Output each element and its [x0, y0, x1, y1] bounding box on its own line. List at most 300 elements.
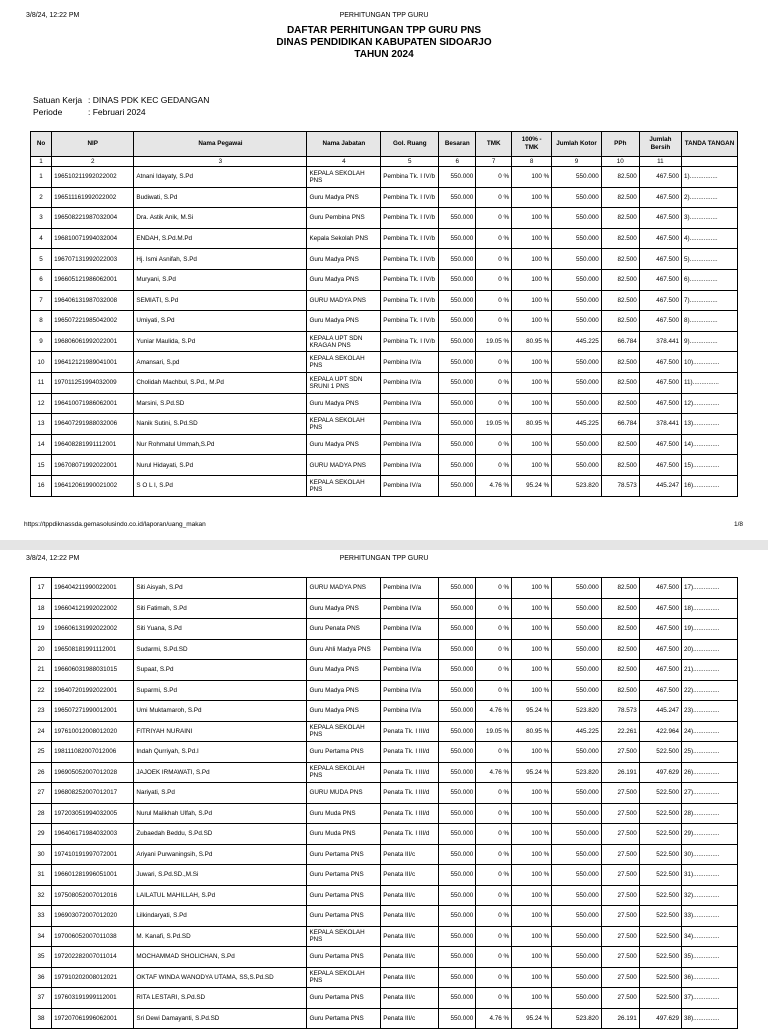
row-gol-ruang: Penata III/c — [381, 926, 439, 947]
row-100-tmk: 80.95 % — [512, 331, 552, 352]
row-nip: 196806061992022001 — [52, 331, 134, 352]
row-besaran: 550.000 — [439, 947, 476, 968]
row-nama-jabatan: Guru Muda PNS — [307, 803, 381, 824]
row-tanda-tangan: 6)................ — [682, 269, 738, 290]
row-gol-ruang: Penata Tk. I III/d — [381, 824, 439, 845]
row-nama-pegawai: Budiwati, S.Pd — [134, 187, 307, 208]
row-tmk: 0 % — [476, 311, 512, 332]
row-nama-jabatan: KEPALA UPT SDN SRUNI 1 PNS — [307, 372, 381, 393]
row-nip: 196508221987032004 — [52, 208, 134, 229]
row-nama-jabatan: Guru Madya PNS — [307, 434, 381, 455]
row-jumlah-bersih: 522.500 — [639, 865, 681, 886]
table-row — [31, 701, 738, 722]
table-row — [31, 208, 738, 229]
row-nip: 196407201992022001 — [52, 680, 134, 701]
row-gol-ruang: Pembina IV/a — [381, 352, 439, 373]
row-nip: 196808252007012017 — [52, 783, 134, 804]
row-jumlah-kotor: 550.000 — [552, 352, 602, 373]
row-nama-jabatan: KEPALA SEKOLAH PNS — [307, 475, 381, 496]
periode-value: : Februari 2024 — [88, 107, 146, 117]
row-besaran: 550.000 — [439, 475, 476, 496]
row-tanda-tangan: 9)................ — [682, 331, 738, 352]
row-jumlah-bersih: 467.500 — [639, 352, 681, 373]
row-jumlah-bersih: 467.500 — [639, 228, 681, 249]
row-nama-pegawai: Atnani Idayaty, S.Pd — [134, 167, 307, 188]
col-100-tmk: 100% - TMK — [512, 132, 552, 157]
row-jumlah-bersih: 467.500 — [639, 680, 681, 701]
row-besaran: 550.000 — [439, 372, 476, 393]
col-number — [682, 157, 738, 167]
col-tanda-tangan: TANDA TANGAN — [682, 132, 738, 157]
row-tanda-tangan: 17)............... — [682, 578, 738, 599]
row-100-tmk: 100 % — [512, 947, 552, 968]
col-no: No — [31, 132, 52, 157]
row-nama-pegawai: Suparmi, S.Pd — [134, 680, 307, 701]
row-nama-pegawai: Ariyani Purwaningsih, S.Pd — [134, 844, 307, 865]
row-no: 1 — [31, 167, 52, 188]
row-nama-pegawai: Indah Qurriyah, S.Pd.I — [134, 742, 307, 763]
row-gol-ruang: Pembina IV/a — [381, 639, 439, 660]
row-100-tmk: 100 % — [512, 598, 552, 619]
row-tanda-tangan: 11)............... — [682, 372, 738, 393]
row-jumlah-kotor: 523.820 — [552, 762, 602, 783]
row-100-tmk: 100 % — [512, 372, 552, 393]
row-nip: 197508052007012016 — [52, 885, 134, 906]
row-no: 8 — [31, 311, 52, 332]
row-nama-jabatan: GURU MADYA PNS — [307, 455, 381, 476]
row-jumlah-kotor: 550.000 — [552, 803, 602, 824]
row-tmk: 0 % — [476, 167, 512, 188]
row-100-tmk: 100 % — [512, 619, 552, 640]
row-tanda-tangan: 13)............... — [682, 414, 738, 435]
row-nama-jabatan: Guru Muda PNS — [307, 824, 381, 845]
col-pph: PPh — [601, 132, 639, 157]
row-jumlah-bersih: 467.500 — [639, 311, 681, 332]
row-100-tmk: 100 % — [512, 967, 552, 988]
print-doc-title: PERHITUNGAN TPP GURU — [339, 555, 429, 562]
row-tmk: 0 % — [476, 208, 512, 229]
row-besaran: 550.000 — [439, 269, 476, 290]
row-nama-pegawai: Lilkindaryati, S.Pd — [134, 906, 307, 927]
row-nama-pegawai: JAJOEK IRMAWATI, S.Pd — [134, 762, 307, 783]
row-jumlah-bersih: 522.500 — [639, 967, 681, 988]
row-nama-pegawai: Dra. Astik Anik, M.Si — [134, 208, 307, 229]
row-jumlah-kotor: 550.000 — [552, 639, 602, 660]
row-jumlah-bersih: 467.500 — [639, 578, 681, 599]
row-gol-ruang: Pembina Tk. I IV/b — [381, 269, 439, 290]
row-tmk: 0 % — [476, 742, 512, 763]
row-100-tmk: 95.24 % — [512, 701, 552, 722]
row-pph: 82.500 — [601, 290, 639, 311]
row-besaran: 550.000 — [439, 249, 476, 270]
row-pph: 82.500 — [601, 619, 639, 640]
row-nip: 196905052007012028 — [52, 762, 134, 783]
col-number: 8 — [512, 157, 552, 167]
row-besaran: 550.000 — [439, 331, 476, 352]
table-row — [31, 1008, 738, 1029]
row-tanda-tangan: 38)............... — [682, 1008, 738, 1029]
row-pph: 82.500 — [601, 167, 639, 188]
row-100-tmk: 100 % — [512, 208, 552, 229]
row-no: 18 — [31, 598, 52, 619]
row-tmk: 0 % — [476, 393, 512, 414]
table-row — [31, 331, 738, 352]
row-jumlah-bersih: 497.629 — [639, 762, 681, 783]
row-jumlah-bersih: 522.500 — [639, 803, 681, 824]
row-gol-ruang: Pembina Tk. I IV/b — [381, 290, 439, 311]
col-nip: NIP — [52, 132, 134, 157]
row-gol-ruang: Pembina IV/a — [381, 680, 439, 701]
row-gol-ruang: Pembina IV/a — [381, 414, 439, 435]
row-tmk: 4.76 % — [476, 475, 512, 496]
row-besaran: 550.000 — [439, 393, 476, 414]
row-nip: 196508181991112001 — [52, 639, 134, 660]
row-nama-pegawai: Nanik Sutini, S.Pd.SD — [134, 414, 307, 435]
row-besaran: 550.000 — [439, 414, 476, 435]
row-nip: 197006052007011038 — [52, 926, 134, 947]
table-row — [31, 844, 738, 865]
row-tanda-tangan: 1)................ — [682, 167, 738, 188]
row-pph: 82.500 — [601, 455, 639, 476]
row-jumlah-kotor: 550.000 — [552, 578, 602, 599]
satker-label: Satuan Kerja — [33, 95, 83, 105]
row-gol-ruang: Pembina Tk. I IV/b — [381, 311, 439, 332]
row-tanda-tangan: 27)............... — [682, 783, 738, 804]
row-nama-pegawai: Cholidah Machbul, S.Pd., M.Pd — [134, 372, 307, 393]
row-nama-pegawai: Supaat, S.Pd — [134, 660, 307, 681]
row-jumlah-kotor: 550.000 — [552, 434, 602, 455]
row-nip: 197202282007011014 — [52, 947, 134, 968]
row-no: 11 — [31, 372, 52, 393]
row-nama-jabatan: KEPALA SEKOLAH PNS — [307, 721, 381, 742]
row-100-tmk: 100 % — [512, 393, 552, 414]
col-jumlah-bersih: Jumlah Bersih — [639, 132, 681, 157]
row-nama-pegawai: Juwari, S.Pd.SD.,M.Si — [134, 865, 307, 886]
col-number: 10 — [601, 157, 639, 167]
row-tmk: 0 % — [476, 187, 512, 208]
row-100-tmk: 95.24 % — [512, 1008, 552, 1029]
table-row — [31, 783, 738, 804]
row-tmk: 0 % — [476, 372, 512, 393]
row-nip: 196507221985042002 — [52, 311, 134, 332]
row-gol-ruang: Penata III/c — [381, 906, 439, 927]
row-nip: 196412121989041001 — [52, 352, 134, 373]
row-nama-pegawai: MOCHAMMAD SHOLICHAN, S.Pd — [134, 947, 307, 968]
row-pph: 27.500 — [601, 803, 639, 824]
row-jumlah-bersih: 497.629 — [639, 1008, 681, 1029]
row-gol-ruang: Pembina Tk. I IV/b — [381, 187, 439, 208]
col-number: 7 — [476, 157, 512, 167]
table-row — [31, 721, 738, 742]
row-jumlah-kotor: 550.000 — [552, 208, 602, 229]
row-nama-jabatan: Guru Madya PNS — [307, 311, 381, 332]
row-tmk: 0 % — [476, 824, 512, 845]
row-gol-ruang: Pembina IV/a — [381, 455, 439, 476]
row-gol-ruang: Penata Tk. I III/d — [381, 803, 439, 824]
row-gol-ruang: Penata Tk. I III/d — [381, 783, 439, 804]
row-besaran: 550.000 — [439, 455, 476, 476]
row-jumlah-bersih: 378.441 — [639, 414, 681, 435]
row-tanda-tangan: 31)............... — [682, 865, 738, 886]
row-gol-ruang: Pembina Tk. I IV/b — [381, 249, 439, 270]
row-no: 21 — [31, 660, 52, 681]
row-gol-ruang: Penata III/c — [381, 865, 439, 886]
print-timestamp: 3/8/24, 12:22 PM — [26, 12, 80, 19]
col-nama-pegawai: Nama Pegawai — [134, 132, 307, 157]
row-100-tmk: 100 % — [512, 311, 552, 332]
row-no: 24 — [31, 721, 52, 742]
row-jumlah-kotor: 550.000 — [552, 824, 602, 845]
row-no: 20 — [31, 639, 52, 660]
row-nama-jabatan: KEPALA UPT SDN KRAGAN PNS — [307, 331, 381, 352]
row-no: 32 — [31, 885, 52, 906]
row-nip: 197203051994032005 — [52, 803, 134, 824]
row-nama-jabatan: KEPALA SEKOLAH PNS — [307, 967, 381, 988]
row-100-tmk: 100 % — [512, 249, 552, 270]
row-nama-jabatan: Guru Madya PNS — [307, 393, 381, 414]
row-nama-jabatan: Guru Pertama PNS — [307, 1008, 381, 1029]
row-jumlah-kotor: 445.225 — [552, 414, 602, 435]
row-jumlah-bersih: 522.500 — [639, 926, 681, 947]
row-besaran: 550.000 — [439, 228, 476, 249]
row-tanda-tangan: 28)............... — [682, 803, 738, 824]
row-jumlah-kotor: 550.000 — [552, 455, 602, 476]
row-nip: 196601281996051001 — [52, 865, 134, 886]
row-gol-ruang: Penata Tk. I III/d — [381, 742, 439, 763]
row-nama-pegawai: OKTAF WINDA WANODYA UTAMA, SS,S.Pd.SD — [134, 967, 307, 988]
row-nama-jabatan: Guru Madya PNS — [307, 249, 381, 270]
row-jumlah-kotor: 550.000 — [552, 947, 602, 968]
row-100-tmk: 100 % — [512, 865, 552, 886]
col-number: 9 — [552, 157, 602, 167]
row-nama-pegawai: Sudarmi, S.Pd.SD — [134, 639, 307, 660]
row-nip: 197603191999112001 — [52, 988, 134, 1009]
row-nama-jabatan: Guru Madya PNS — [307, 269, 381, 290]
row-nama-pegawai: M. Kanafi, S.Pd.SD — [134, 926, 307, 947]
row-no: 29 — [31, 824, 52, 845]
row-no: 23 — [31, 701, 52, 722]
row-nama-pegawai: Hj. Ismi Asnifah, S.Pd — [134, 249, 307, 270]
row-besaran: 550.000 — [439, 906, 476, 927]
row-jumlah-bersih: 467.500 — [639, 393, 681, 414]
row-gol-ruang: Penata Tk. I III/d — [381, 721, 439, 742]
row-tmk: 0 % — [476, 783, 512, 804]
row-jumlah-bersih: 522.500 — [639, 906, 681, 927]
row-nama-pegawai: Nurul Malikhah Ulfah, S.Pd — [134, 803, 307, 824]
row-nama-pegawai: Siti Fatimah, S.Pd — [134, 598, 307, 619]
table-row — [31, 885, 738, 906]
row-gol-ruang: Pembina IV/a — [381, 475, 439, 496]
row-jumlah-kotor: 523.820 — [552, 701, 602, 722]
row-nip: 196408281991112001 — [52, 434, 134, 455]
row-jumlah-bersih: 467.500 — [639, 187, 681, 208]
row-nama-jabatan: Guru Penata PNS — [307, 619, 381, 640]
row-nama-pegawai: Nurul Hidayati, S.Pd — [134, 455, 307, 476]
col-number: 6 — [439, 157, 476, 167]
row-besaran: 550.000 — [439, 783, 476, 804]
table-row — [31, 598, 738, 619]
table-row — [31, 762, 738, 783]
row-tanda-tangan: 26)............... — [682, 762, 738, 783]
row-besaran: 550.000 — [439, 844, 476, 865]
col-number: 1 — [31, 157, 52, 167]
row-tmk: 0 % — [476, 967, 512, 988]
row-jumlah-kotor: 550.000 — [552, 228, 602, 249]
table-row — [31, 290, 738, 311]
row-jumlah-kotor: 550.000 — [552, 906, 602, 927]
table-row — [31, 926, 738, 947]
row-tanda-tangan: 36)............... — [682, 967, 738, 988]
row-nama-jabatan: Guru Pertama PNS — [307, 885, 381, 906]
row-gol-ruang: Pembina IV/a — [381, 660, 439, 681]
row-no: 3 — [31, 208, 52, 229]
row-pph: 26.191 — [601, 762, 639, 783]
row-tmk: 0 % — [476, 598, 512, 619]
row-tanda-tangan: 29)............... — [682, 824, 738, 845]
row-pph: 82.500 — [601, 228, 639, 249]
row-nama-pegawai: Nur Rohmatul Ummah,S.Pd — [134, 434, 307, 455]
col-number: 4 — [307, 157, 381, 167]
row-besaran: 550.000 — [439, 680, 476, 701]
row-nama-jabatan: KEPALA SEKOLAH PNS — [307, 414, 381, 435]
row-pph: 27.500 — [601, 947, 639, 968]
row-nip: 196606131992022002 — [52, 619, 134, 640]
row-tmk: 19.05 % — [476, 414, 512, 435]
row-nip: 196406171984032003 — [52, 824, 134, 845]
row-pph: 78.573 — [601, 475, 639, 496]
row-nama-pegawai: Umiyati, S.Pd — [134, 311, 307, 332]
row-pph: 82.500 — [601, 660, 639, 681]
row-jumlah-bersih: 467.500 — [639, 434, 681, 455]
row-pph: 27.500 — [601, 926, 639, 947]
row-tmk: 0 % — [476, 639, 512, 660]
row-gol-ruang: Penata III/c — [381, 947, 439, 968]
row-nip: 196404211990022001 — [52, 578, 134, 599]
table-row — [31, 865, 738, 886]
row-jumlah-kotor: 550.000 — [552, 269, 602, 290]
row-besaran: 550.000 — [439, 187, 476, 208]
row-tmk: 0 % — [476, 455, 512, 476]
row-gol-ruang: Pembina IV/a — [381, 578, 439, 599]
row-no: 35 — [31, 947, 52, 968]
row-tmk: 0 % — [476, 844, 512, 865]
row-nama-pegawai: S O L I, S.Pd — [134, 475, 307, 496]
row-gol-ruang: Penata Tk. I III/d — [381, 762, 439, 783]
row-no: 7 — [31, 290, 52, 311]
row-pph: 26.191 — [601, 1008, 639, 1029]
row-jumlah-kotor: 523.820 — [552, 1008, 602, 1029]
row-no: 19 — [31, 619, 52, 640]
row-jumlah-bersih: 522.500 — [639, 988, 681, 1009]
row-besaran: 550.000 — [439, 885, 476, 906]
row-nama-jabatan: Guru Pembina PNS — [307, 208, 381, 229]
row-nip: 196412061990021002 — [52, 475, 134, 496]
row-besaran: 550.000 — [439, 721, 476, 742]
row-pph: 27.500 — [601, 844, 639, 865]
row-jumlah-kotor: 550.000 — [552, 967, 602, 988]
row-tmk: 0 % — [476, 269, 512, 290]
row-gol-ruang: Penata III/c — [381, 1008, 439, 1029]
row-gol-ruang: Pembina IV/a — [381, 372, 439, 393]
col-besaran: Besaran — [439, 132, 476, 157]
row-nip: 196410071986062001 — [52, 393, 134, 414]
table-row — [31, 967, 738, 988]
col-number: 5 — [381, 157, 439, 167]
row-jumlah-bersih: 467.500 — [639, 208, 681, 229]
row-besaran: 550.000 — [439, 742, 476, 763]
row-no: 6 — [31, 269, 52, 290]
row-tanda-tangan: 35)............... — [682, 947, 738, 968]
table-row — [31, 680, 738, 701]
print-timestamp: 3/8/24, 12:22 PM — [26, 555, 80, 562]
row-gol-ruang: Pembina Tk. I IV/b — [381, 167, 439, 188]
table-row — [31, 947, 738, 968]
row-tanda-tangan: 34)............... — [682, 926, 738, 947]
row-gol-ruang: Penata III/c — [381, 988, 439, 1009]
row-besaran: 550.000 — [439, 803, 476, 824]
row-tanda-tangan: 5)................ — [682, 249, 738, 270]
row-besaran: 550.000 — [439, 311, 476, 332]
row-jumlah-kotor: 550.000 — [552, 372, 602, 393]
row-jumlah-bersih: 467.500 — [639, 290, 681, 311]
row-tanda-tangan: 18)............... — [682, 598, 738, 619]
row-gol-ruang: Penata III/c — [381, 885, 439, 906]
row-nama-pegawai: Zubaedah Beddu, S.Pd.SD — [134, 824, 307, 845]
row-nama-jabatan: Guru Pertama PNS — [307, 947, 381, 968]
row-pph: 27.500 — [601, 988, 639, 1009]
row-gol-ruang: Pembina Tk. I IV/b — [381, 208, 439, 229]
row-nama-jabatan: Guru Ahli Madya PNS — [307, 639, 381, 660]
table-row — [31, 187, 738, 208]
row-100-tmk: 100 % — [512, 803, 552, 824]
row-no: 30 — [31, 844, 52, 865]
row-tmk: 0 % — [476, 988, 512, 1009]
row-tanda-tangan: 30)............... — [682, 844, 738, 865]
row-pph: 82.500 — [601, 434, 639, 455]
row-100-tmk: 100 % — [512, 639, 552, 660]
row-100-tmk: 100 % — [512, 926, 552, 947]
row-100-tmk: 80.95 % — [512, 414, 552, 435]
row-nip: 196510211992022002 — [52, 167, 134, 188]
row-nama-jabatan: Guru Pertama PNS — [307, 988, 381, 1009]
row-nama-jabatan: Guru Madya PNS — [307, 187, 381, 208]
row-pph: 66.784 — [601, 414, 639, 435]
row-nip: 197207061996062001 — [52, 1008, 134, 1029]
row-besaran: 550.000 — [439, 926, 476, 947]
row-jumlah-bersih: 445.247 — [639, 475, 681, 496]
row-besaran: 550.000 — [439, 1008, 476, 1029]
row-nama-jabatan: Guru Pertama PNS — [307, 906, 381, 927]
row-pph: 82.500 — [601, 680, 639, 701]
row-pph: 82.500 — [601, 187, 639, 208]
row-jumlah-kotor: 550.000 — [552, 660, 602, 681]
row-100-tmk: 100 % — [512, 885, 552, 906]
row-jumlah-bersih: 378.441 — [639, 331, 681, 352]
report-title-line2: DINAS PENDIDIKAN KABUPATEN SIDOARJO — [276, 37, 492, 48]
row-jumlah-bersih: 467.500 — [639, 167, 681, 188]
row-no: 2 — [31, 187, 52, 208]
row-pph: 82.500 — [601, 372, 639, 393]
row-pph: 27.500 — [601, 824, 639, 845]
row-tanda-tangan: 3)................ — [682, 208, 738, 229]
row-jumlah-kotor: 550.000 — [552, 680, 602, 701]
row-nip: 197610012008012020 — [52, 721, 134, 742]
row-jumlah-kotor: 550.000 — [552, 167, 602, 188]
table-row — [31, 475, 738, 496]
row-tanda-tangan: 15)............... — [682, 455, 738, 476]
row-100-tmk: 100 % — [512, 434, 552, 455]
row-pph: 27.500 — [601, 967, 639, 988]
